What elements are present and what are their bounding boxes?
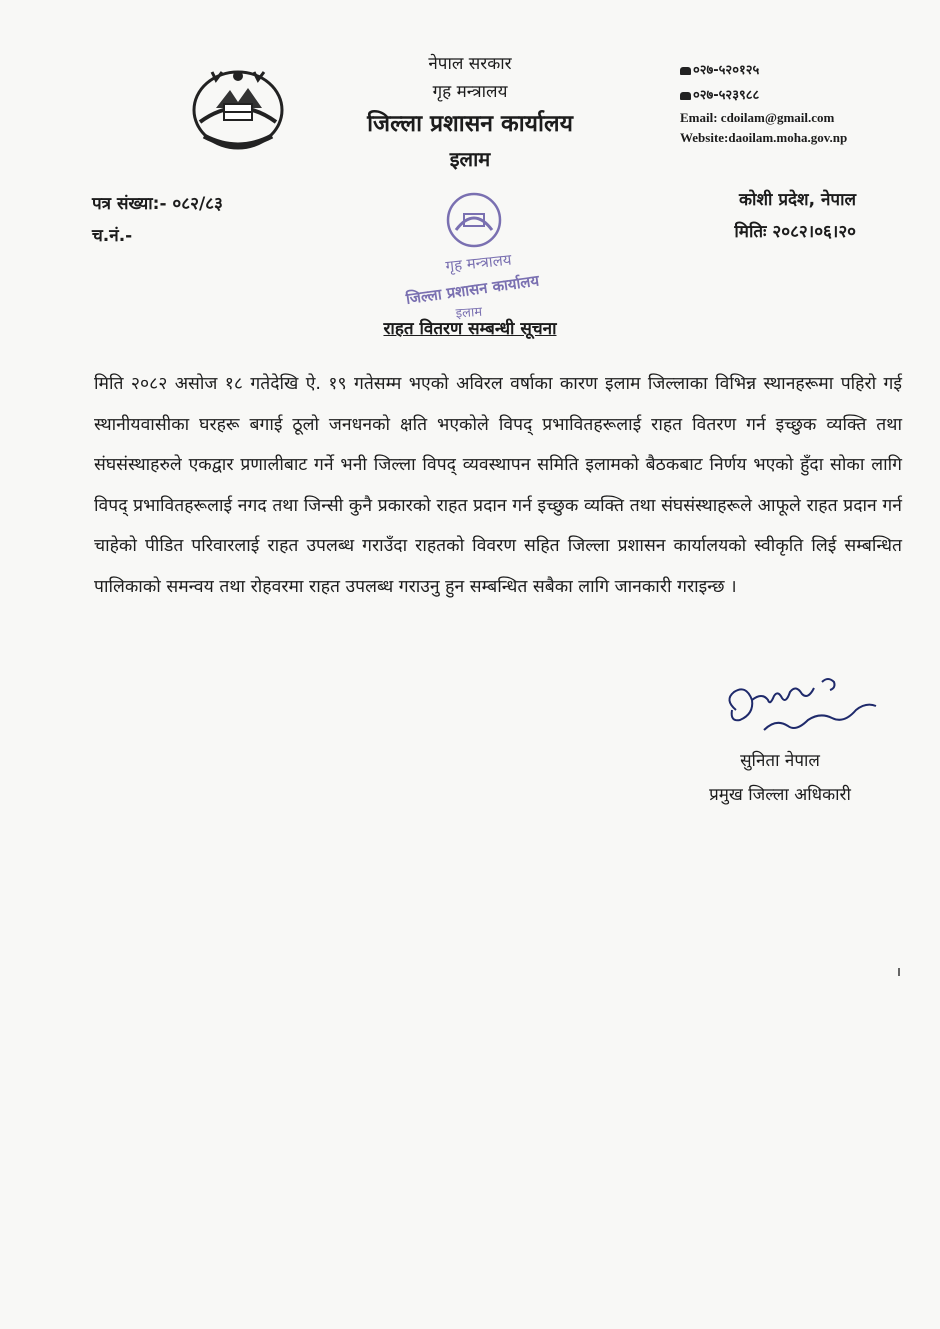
margin-mark [898,968,900,976]
office-name: जिल्ला प्रशासन कार्यालय [367,111,573,137]
website: Website:daoilam.moha.gov.np [680,130,848,145]
letter-date: मितिः २०८२।०६।२० [734,222,856,242]
phone-icon [680,67,691,75]
dispatch-number: च.नं.- [92,226,133,246]
signatory-title: प्रमुख जिल्ला अधिकारी [709,785,851,805]
subject-line [0,316,940,339]
phone-number-2: ०२७-५२३९८८ [693,88,760,103]
subject-text: राहत वितरण सम्बन्धी सूचना [383,319,557,339]
phone-line-2 [680,83,920,108]
phone-icon [680,92,691,100]
signatory-name: सुनिता नेपाल [740,751,820,771]
email: Email: cdoilam@gmail.com [680,110,835,125]
stamp-district: इलाम [455,304,483,322]
ministry-name: गृह मन्त्रालय [432,82,508,102]
nepal-emblem-icon [186,64,290,156]
province: कोशी प्रदेश, नेपाल [739,190,856,210]
phone-line-1 [680,58,920,83]
notice-body: मिति २०८२ असोज १८ गतेदेखि ऐ. १९ गतेसम्म भएको अविरल वर्षाका कारण इलाम जिल्लाका विभिन्न स्थानहरूमा पहिरो गई स्थानीयवासीका घरहरू बगाई ठूलो जनधनको क्षति भएकोले विपद् प्रभावितहरूलाई राहत वितरण गर्न इच्छुक व्यक्ति तथा संघसंस्थाहरुले एकद्वार प्रणालीबाट गर्ने भनी जिल्ला विपद् व्यवस्थापन समिति इलामको बैठकबाट निर्णय भएको हुँदा सोका लागि विपद् प्रभावितहरूलाई नगद तथा जिन्सी कुनै प्रकारको राहत प्रदान गर्न इच्छुक व्यक्ति तथा संघसंस्थाहरूले आफूले राहत प्रदान गर्न चाहेको पीडित परिवारलाई राहत उपलब्ध गराउँदा राहतको विवरण सहित जिल्ला प्रशासन कार्यालयको स्वीकृति लिई सम्बन्धित पालिकाको समन्वय तथा रोहवरमा राहत उपलब्ध गराउनु हुन सम्बन्धित सबैका लागि जानकारी गराइन्छ । [94,374,902,597]
stamp-ministry: गृह मन्त्रालय [444,250,513,276]
stamp-office: जिल्ला प्रशासन कार्यालय [404,271,541,308]
phone-number-1: ०२७-५२०१२५ [693,63,760,78]
reference-block [92,188,223,252]
handwritten-signature [716,670,886,750]
location-date-block [734,184,856,248]
letterhead [320,50,620,176]
signatory-block [650,744,910,812]
letter-number: पत्र संख्या:- ०८२/८३ [92,194,223,214]
district-name: इलाम [449,147,491,171]
contact-block [680,58,920,148]
government-name: नेपाल सरकार [428,54,512,74]
office-stamp [398,186,558,326]
